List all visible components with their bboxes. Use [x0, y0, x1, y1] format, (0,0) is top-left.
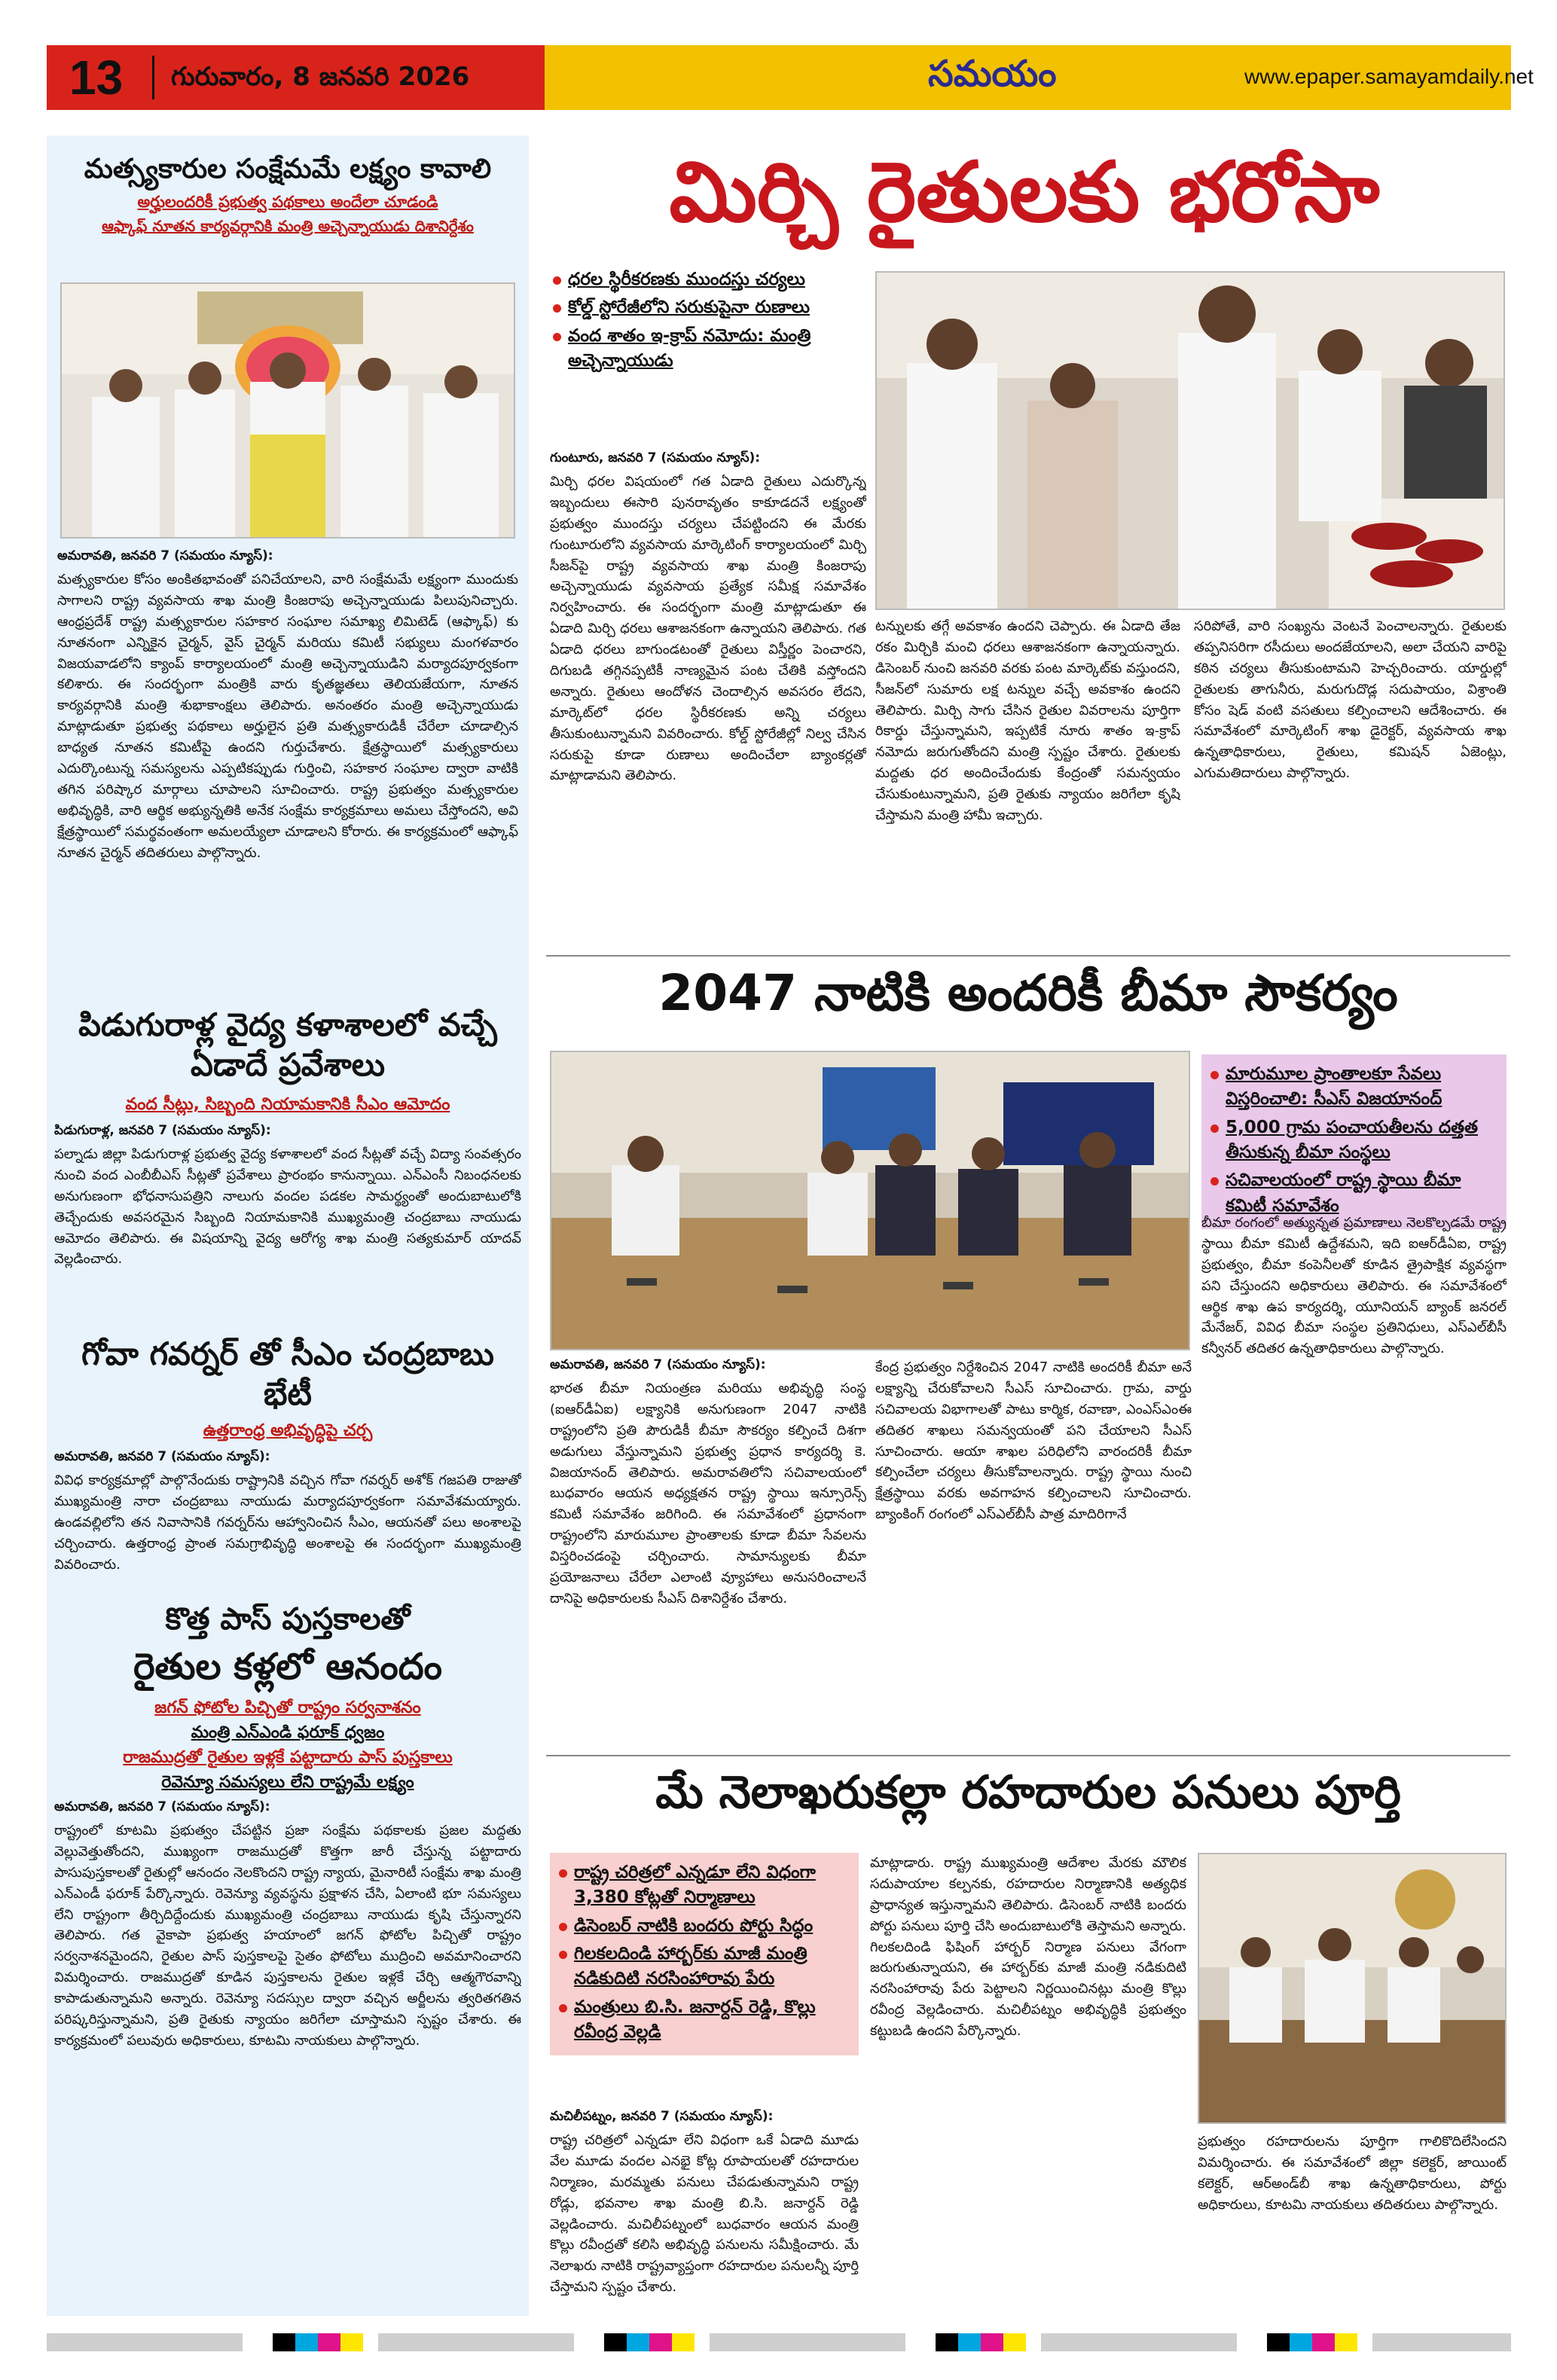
fishermen-body [57, 548, 518, 1006]
roads-body-col3 [1198, 2131, 1507, 2312]
article-text: టన్నులకు తగ్గే అవకాశం ఉందని చెప్పారు. ఈ ఏడాది తేజ రకం మిర్చికి మంచి ధరలు ఆశాజనకంగా ఉన్నాయన్నారు. డిసెంబర్ నుంచి జనవరి వరకు పంట మార్కెట్‌కు వస్తుందని, సీజన్‌లో సుమారు లక్ష టన్నుల వచ్చే అవకాశం ఉందని తెలిపారు. మిర్చి సాగు చేసిన రైతుల వివరాలను పూర్తిగా రికార్డు చేస్తున్నామని, ఇప్పటికే నూరు శాతం ఇ-క్రాప్ నమోదు జరుగుతోందని మంత్రి స్పష్టం చేశారు. రైతులకు మద్దతు ధర అందించేందుకు కేంద్రంతో సమన్వయం చేసుకుంటున్నామని, ప్రతి రైతుకు న్యాయం జరిగేలా కృషి చేస్తామని మంత్రి హామీ ఇచ్చారు. [875, 618, 1180, 824]
subheadline: వంద సీట్లు, సిబ్బంది నియామకానికి సీఎం ఆమోదం [125, 1095, 450, 1114]
highlight-item: 5,000 గ్రామ పంచాయతీలను దత్తత తీసుకున్న బీమా సంస్థలు [1207, 1115, 1501, 1166]
dateline: అమరావతి, జనవరి 7 (సమయం న్యూస్): [54, 1449, 270, 1464]
highlight-item: మంత్రులు బి.సి. జనార్దన్ రెడ్డి, కొల్లు రవీంద్ర వెల్లడి [556, 1995, 853, 2046]
fishermen-photo [60, 282, 515, 539]
highlight-item: మారుమూల ప్రాంతాలకూ సేవలు విస్తరించాలి: సీఎస్ విజయానంద్ [1207, 1062, 1501, 1112]
pass-books-article [54, 1600, 521, 2380]
left-column [47, 136, 529, 2316]
mirchi-meeting-photo [875, 271, 1505, 610]
main-body-col3 [1194, 616, 1507, 940]
article-text: మాట్లాడారు. రాష్ట్ర ముఖ్యమంత్రి ఆదేశాల మేరకు మౌలిక సదుపాయాల కల్పనకు, రహదారుల నిర్మాణానికి అత్యధిక ప్రాధాన్యత ఇస్తున్నామని తెలిపారు. డిసెంబర్ నాటికి బందరు పోర్టు పనులు పూర్తి చేసి అందుబాటులోకి తెస్తామని అన్నారు. గిలకలదిండి ఫిషింగ్ హార్బర్ నిర్మాణ పనులు వేగంగా జరుగుతున్నాయని, ఈ హార్బర్‌కు మాజీ మంత్రి నడికుదిటి నరసింహారావు పేరు పెట్టాలని నిర్ణయించినట్లు మంత్రి కొల్లు రవీంద్ర వెల్లడించారు. మచిలీపట్నం అభివృద్ధికి ప్రభుత్వం కట్టుబడి ఉందని పేర్కొన్నారు. [870, 1855, 1186, 2040]
insurance-highlights [1201, 1054, 1507, 1229]
roads-meeting-photo [1198, 1853, 1507, 2124]
divider [152, 56, 154, 99]
article-text: పల్నాడు జిల్లా పిడుగురాళ్ల ప్రభుత్వ వైద్య కళాశాలలో వంద సీట్లతో వచ్చే విద్యా సంవత్సరం నుంచి వంద ఎంబీబీఎస్ సీట్లతో ప్రవేశాలు ప్రారంభం కానున్నాయి. ఎన్ఎంసీ నిబంధనలకు అనుగుణంగా భోధనాసుపత్రిని నాలుగు వందల పడకల సామర్థ్యంతో అందుబాటులోకి తెచ్చేందుకు అవసరమైన సిబ్బంది నియామకానికి ముఖ్యమంత్రి చంద్రబాబు నాయుడు ఆమోదం తెలిపారు. ఈ విషయాన్ని వైద్య ఆరోగ్య శాఖ మంత్రి సత్యకుమార్ యాదవ్ వెల్లడించారు. [54, 1146, 521, 1268]
goa-governor-article [54, 1335, 521, 1618]
article-text: వివిధ కార్యక్రమాల్లో పాల్గొనేందుకు రాష్ట్రానికి వచ్చిన గోవా గవర్నర్ అశోక్ గజపతి రాజుతో ముఖ్యమంత్రి నారా చంద్రబాబు నాయుడు మర్యాదపూర్వకంగా సమావేశమయ్యారు. ఉండవల్లిలోని తన నివాసానికి గవర్నర్‌ను ఆహ్వానించిన సీఎం, ఆయనతో పలు అంశాలపై చర్చించారు. ఉత్తరాంధ్ర ప్రాంత సమగ్రాభివృద్ధి అంశాలపై ఈ సందర్భంగా ముఖ్యమంత్రి వివరించారు. [54, 1472, 521, 1573]
newspaper-logo: సమయం [928, 53, 1057, 95]
subheadline: జగన్ ఫోటోల పిచ్చితో రాష్ట్రం సర్వనాశనం [154, 1698, 421, 1717]
highlight-item: గిలకలదిండి హార్బర్‌కు మాజీ మంత్రి నడికుదిటి నరసింహారావు పేరు [556, 1942, 853, 1992]
dateline: అమరావతి, జనవరి 7 (సమయం న్యూస్): [57, 548, 273, 563]
dateline: మచిలీపట్నం, జనవరి 7 (సమయం న్యూస్): [550, 2109, 774, 2124]
article-text: బీమా రంగంలో అత్యున్నత ప్రమాణాలు నెలకొల్పడమే రాష్ట్ర స్థాయి బీమా కమిటీ ఉద్దేశమని, ఇది ఐఆర్‌డీఏఐ, రాష్ట్ర ప్రభుత్వం, బీమా కంపెనీలతో కూడిన త్రైపాక్షిక వ్యవస్థగా పని చేస్తుందని అధికారులు తెలిపారు. ఈ సమావేశంలో ఆర్థిక శాఖ ఉప కార్యదర్శి, యూనియన్ బ్యాంక్ జనరల్ మేనేజర్, వివిధ బీమా సంస్థల ప్రతినిధులు, ఎస్ఎల్‌బీసీ కన్వీనర్ తదితర ఉన్నతాధికారులు పాల్గొన్నారు. [1201, 1215, 1507, 1357]
article-text: ప్రభుత్వం రహదారులను పూర్తిగా గాలికొదిలేసిందని విమర్శించారు. ఈ సమావేశంలో జిల్లా కలెక్టర్, జాయింట్ కలెక్టర్, ఆర్అండ్‌బీ శాఖ ఉన్నతాధికారులు, పోర్టు అధికారులు, కూటమి నాయకులు తదితరులు పాల్గొన్నారు. [1198, 2134, 1507, 2213]
registration-strip [47, 2327, 1511, 2357]
subheadline: అర్హులందరికీ ప్రభుత్వ పథకాలు అందేలా చూడండి [137, 193, 438, 211]
article-text: మిర్చి ధరల విషయంలో గత ఏడాది రైతులు ఎదుర్కొన్న ఇబ్బందులు ఈసారి పునరావృతం కాకూడదనే లక్ష్యంతో ప్రభుత్వం ముందస్తు చర్యలు చేపట్టిందని ఈ మేరకు గుంటూరులోని వ్యవసాయ మార్కెటింగ్ కార్యాలయంలో మిర్చి సీజన్‌పై రాష్ట్ర వ్యవసాయ శాఖ మంత్రి కింజరాపు అచ్చెన్నాయుడు వ్యవసాయ ప్రత్యేక సమీక్ష సమావేశం నిర్వహించారు. ఈ సందర్భంగా మంత్రి మాట్లాడుతూ ఈ ఏడాది మిర్చి ధరలు ఆశాజనకంగా ఉన్నాయని తెలిపారు. గత ఏడాది ధరలు బాగుండటంతో రైతులు విస్తీర్ణం పెంచారని, దిగుబడి తగ్గినప్పటికీ నాణ్యమైన పంట చేతికి వస్తోందని అన్నారు. రైతులు ఆందోళన చెందాల్సిన అవసరం లేదని, మార్కెట్‌లో ధరల స్థిరీకరణకు అన్ని చర్యలు తీసుకుంటున్నామని వివరించారు. కోల్డ్ స్టోరేజీల్లో నిల్వ చేసిన సరుకుపై కూడా రుణాలు అందించేలా బ్యాంకర్లతో మాట్లాడామని తెలిపారు. [550, 474, 866, 784]
main-body-col1 [550, 450, 866, 961]
insurance-meeting-photo [550, 1051, 1190, 1350]
article-text: రాష్ట్ర చరిత్రలో ఎన్నడూ లేని విధంగా ఒకే ఏడాది మూడు వేల మూడు వందల ఎనభై కోట్ల రూపాయలతో రహదారుల నిర్మాణం, మరమ్మతు పనులు చేపడుతున్నామని రాష్ట్ర రోడ్లు, భవనాల శాఖ మంత్రి బి.సి. జనార్దన్ రెడ్డి వెల్లడించారు. మచిలీపట్నంలో బుధవారం ఆయన మంత్రి కొల్లు రవీంద్రతో కలిసి అభివృద్ధి పనులను సమీక్షించారు. మే నెలాఖరు నాటికి రాష్ట్రవ్యాప్తంగా రహదారుల పనులన్నీ పూర్తి చేస్తామని స్పష్టం చేశారు. [550, 2132, 859, 2296]
subheadline: రెవెన్యూ సమస్యలు లేని రాష్ట్రమే లక్ష్యం [161, 1773, 414, 1792]
article-headline: పిడుగురాళ్ల వైద్య కళాశాలలో వచ్చే ఏడాదే ప్రవేశాలు [78, 1006, 497, 1083]
subheadline: ఉత్తరాంధ్ర అభివృద్ధిపై చర్చ [203, 1421, 373, 1440]
highlight-item: వంద శాతం ఇ-క్రాప్ నమోదు: మంత్రి అచ్చెన్నాయుడు [550, 324, 866, 374]
divider [546, 955, 1510, 957]
article-headline: గోవా గవర్నర్ తో సీఎం చంద్రబాబు భేటీ [81, 1335, 494, 1412]
masthead-bar [47, 45, 1534, 110]
subheadline: ఆఫ్కాఫ్ నూతన కార్యవర్గానికి మంత్రి అచ్చెన్నాయుడు దిశానిర్దేశం [102, 216, 474, 235]
insurance-body-col2 [875, 1357, 1192, 1747]
insurance-body-col1 [550, 1357, 866, 1747]
roads-headline: మే నెలాఖరుకల్లా రహదారుల పనులు పూర్తి [655, 1766, 1401, 1819]
highlight-item: డిసెంబర్ నాటికి బందరు పోర్టు సిద్ధం [556, 1914, 853, 1939]
article-text: కేంద్ర ప్రభుత్వం నిర్దేశించిన 2047 నాటికి అందరికీ బీమా అనే లక్ష్యాన్ని చేరుకోవాలని సీఎస్ సూచించారు. గ్రామ, వార్డు సచివాలయ విభాగాలతో పాటు కార్మిక, రవాణా, ఎంఎస్ఎంఈ తదితర శాఖలు సమన్వయంతో పని చేయాలని సీఎస్ సూచించారు. ఆయా శాఖల పరిధిలోని వారందరికీ బీమా కల్పించేలా చర్యలు తీసుకోవాలన్నారు. రాష్ట్ర స్థాయి నుంచి క్షేత్రస్థాయి వరకు అవగాహన కల్పించాలని సూచించారు. బ్యాంకింగ్ రంగంలో ఎస్ఎల్‌బీసీ పాత్ర మాదిరిగానే [875, 1359, 1192, 1523]
article-text: మత్స్యకారుల కోసం అంకితభావంతో పనిచేయాలని, వారి సంక్షేమమే లక్ష్యంగా ముందుకు సాగాలని రాష్ట్ర వ్యవసాయ శాఖ మంత్రి కింజరాపు అచ్చెన్నాయుడు పిలుపునిచ్చారు. ఆంధ్రప్రదేశ్ రాష్ట్ర మత్స్యకారుల సహకార సంఘాల సమాఖ్య లిమిటెడ్ (ఆఫ్కాఫ్) కు నూతనంగా ఎన్నికైన చైర్మన్, వైస్ చైర్మన్ మరియు కమిటీ సభ్యులు మంగళవారం విజయవాడలోని క్యాంప్ కార్యాలయంలో మంత్రి అచ్చెన్నాయుడిని మర్యాదపూర్వకంగా కలిశారు. ఈ సందర్భంగా మంత్రికి వారు కృతజ్ఞతలు తెలియజేయగా, నూతన కార్యవర్గానికి మంత్రి శుభాకాంక్షలు తెలిపారు. అనంతరం మంత్రి అచ్చెన్నాయుడు మాట్లాడుతూ ప్రభుత్వ పథకాలు అర్హులైన ప్రతి మత్స్యకారుడికీ చేరేలా చూడాల్సిన బాధ్యత నూతన కమిటీపై ఉందని గుర్తుచేశారు. క్షేత్రస్థాయిలో మత్స్యకారులు ఎదుర్కొంటున్న సమస్యలను ఎప్పటికప్పుడు గుర్తించి, సహకార సంఘాల ద్వారా వాటికి తగిన పరిష్కార మార్గాలు చూపాలని సూచించారు. రాష్ట్ర ప్రభుత్వం మత్స్యకారుల అభివృద్ధికి, వారి ఆర్థిక అభ్యున్నతికి అనేక సంక్షేమ కార్యక్రమాలు అమలు చేస్తోందని, అవి క్షేత్రస్థాయిలో సమర్థవంతంగా అమలయ్యేలా చూడాలని కోరారు. ఈ కార్యక్రమంలో ఆఫ్కాఫ్ నూతన చైర్మన్ తదితరులు పాల్గొన్నారు. [57, 572, 518, 861]
article-headline: మత్స్యకారుల సంక్షేమమే లక్ష్యం కావాలి [84, 154, 492, 185]
dateline: గుంటూరు, జనవరి 7 (సమయం న్యూస్): [550, 450, 761, 465]
article-headline: కొత్త పాస్ పుస్తకాలతో [165, 1602, 411, 1637]
article-text: భారత బీమా నియంత్రణ మరియు అభివృద్ధి సంస్థ (ఐఆర్‌డీఏఐ) లక్ష్యానికి అనుగుణంగా 2047 నాటికి రాష్ట్రంలోని ప్రతి పౌరుడికీ బీమా సౌకర్యం కల్పించే దిశగా అడుగులు వేస్తున్నామని ప్రభుత్వ ప్రధాన కార్యదర్శి కె. విజయానంద్ తెలిపారు. అమరావతిలోని సచివాలయంలో బుధవారం ఆయన అధ్యక్షతన రాష్ట్ర స్థాయి ఇన్సూరెన్స్ కమిటీ సమావేశం జరిగింది. ఈ సమావేశంలో ప్రధానంగా రాష్ట్రంలోని మారుమూల ప్రాంతాలకు కూడా బీమా సేవలను విస్తరించడంపై చర్చించారు. సామాన్యులకు బీమా ప్రయోజనాలు చేరేలా ఎలాంటి వ్యూహాలు అనుసరించాలనే దానిపై అధికారులకు సీఎస్ దిశానిర్దేశం చేశారు. [550, 1381, 866, 1606]
highlight-item: సచివాలయంలో రాష్ట్ర స్థాయి బీమా కమిటీ సమావేశం [1207, 1168, 1501, 1219]
main-headline: మిర్చి రైతులకు భరోసా [669, 144, 1380, 240]
highlights-list [550, 267, 866, 377]
article-text: రాష్ట్రంలో కూటమి ప్రభుత్వం చేపట్టిన ప్రజా సంక్షేమ పథకాలకు ప్రజల మద్దతు వెల్లువెత్తుతోందని, ముఖ్యంగా రాజముద్రతో కొత్తగా జారీ చేస్తున్న పట్టాదారు పాసుపుస్తకాలతో రైతుల్లో ఆనందం నెలకొందని రాష్ట్ర న్యాయ, మైనారిటీ సంక్షేమ శాఖ మంత్రి ఎన్ఎండీ ఫరూక్ పేర్కొన్నారు. రెవెన్యూ వ్యవస్థను ప్రక్షాళన చేసి, ఏలాంటి భూ సమస్యలు లేని రాష్ట్రంగా తీర్చిదిద్దేందుకు ముఖ్యమంత్రి చంద్రబాబు నాయుడు కృషి చేస్తున్నారని తెలిపారు. గత వైకాపా ప్రభుత్వ హయాంలో జగన్ ఫోటోల పిచ్చితో రాష్ట్రం సర్వనాశనమైందని, రైతుల పాస్ పుస్తకాలపై సైతం ఫోటోలు ముద్రించి అవమానించారని విమర్శించారు. రాజముద్రతో కూడిన పుస్తకాలను రైతుల ఇళ్లకే చేర్చి ఆత్మగౌరవాన్ని కాపాడుతున్నామని అన్నారు. రెవెన్యూ సదస్సుల ద్వారా వచ్చిన అర్జీలను త్వరితగతిన పరిష్కరిస్తున్నామని, ప్రతి రైతుకు న్యాయం జరిగేలా చూస్తామని స్పష్టం చేశారు. ఈ కార్యక్రమంలో పలువురు అధికారులు, కూటమి నాయకులు పాల్గొన్నారు. [54, 1823, 521, 2049]
insurance-body-col3 [1201, 1213, 1507, 1740]
roads-body-col2 [870, 1853, 1186, 2312]
divider [546, 1755, 1510, 1756]
roads-body-col1 [550, 2109, 859, 2318]
subheadline: మంత్రి ఎన్ఎండి ఫరూక్ ధ్వజం [191, 1723, 385, 1742]
article-headline: రైతుల కళ్లలో ఆనందం [133, 1646, 442, 1688]
dateline: పిడుగురాళ్ల, జనవరి 7 (సమయం న్యూస్): [54, 1123, 271, 1138]
dateline: అమరావతి, జనవరి 7 (సమయం న్యూస్): [550, 1357, 766, 1372]
medical-college-article [54, 1005, 521, 1292]
highlight-item: ధరల స్థిరీకరణకు ముందస్తు చర్యలు [550, 267, 866, 292]
roads-highlights [550, 1853, 859, 2055]
main-body-col2 [875, 616, 1180, 940]
article-text: సరిపోతే, వారి సంఖ్యను వెంటనే పెంచాలన్నారు. రైతులకు తప్పనిసరిగా రసీదులు అందజేయాలని, అలా చేయని వారిపై కఠిన చర్యలు తీసుకుంటామని హెచ్చరించారు. యార్డుల్లో రైతులకు తాగునీరు, మరుగుదొడ్ల సదుపాయం, విశ్రాంతి కోసం షెడ్ వంటి వసతులు కల్పించాలని ఆదేశించారు. ఈ సమావేశంలో మార్కెటింగ్ శాఖ డైరెక్టర్, వ్యవసాయ శాఖ ఉన్నతాధికారులు, రైతులు, కమిషన్ ఏజెంట్లు, ఎగుమతిదారులు పాల్గొన్నారు. [1194, 618, 1507, 782]
dateline: అమరావతి, జనవరి 7 (సమయం న్యూస్): [54, 1799, 270, 1814]
insurance-headline: 2047 నాటికి అందరికీ బీమా సౌకర్యం [658, 964, 1398, 1022]
edition-date: గురువారం, 8 జనవరి 2026 [171, 62, 470, 92]
epaper-url[interactable]: www.epaper.samayamdaily.net [1244, 65, 1534, 88]
fishermen-article [54, 152, 521, 237]
registration-mark [47, 2333, 1511, 2351]
subheadline: రాజముద్రతో రైతుల ఇళ్లకే పట్టాదారు పాస్ పుస్తకాలు [123, 1748, 453, 1767]
page-number: 13 [69, 50, 124, 105]
highlight-item: కోల్డ్ స్టోరేజీలోని సరుకుపైనా రుణాలు [550, 295, 866, 320]
highlight-item: రాష్ట్ర చరిత్రలో ఎన్నడూ లేని విధంగా 3,380 కోట్లతో నిర్మాణాలు [556, 1860, 853, 1911]
